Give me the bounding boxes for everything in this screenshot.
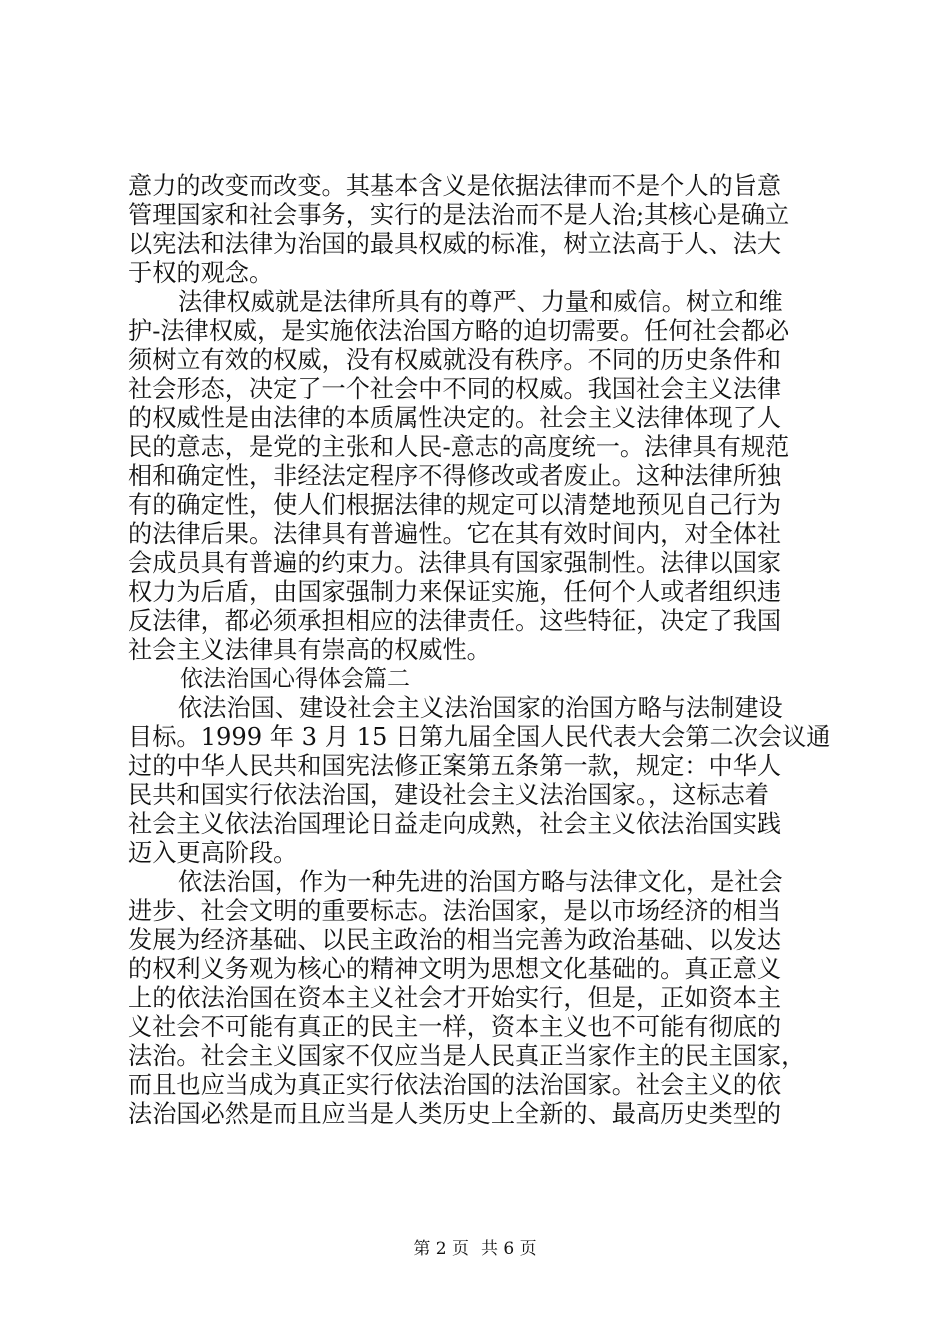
- text-line: 于权的观念。: [128, 259, 274, 287]
- text-line: 权力为后盾，由国家强制力来保证实施，任何个人或者组织违: [128, 578, 782, 606]
- text-line: 法治。社会主义国家不仅应当是人民真正当家作主的民主国家，: [128, 1042, 806, 1070]
- page-total: 共 6 页: [481, 1239, 537, 1259]
- text-line: 而且也应当成为真正实行依法治国的法治国家。社会主义的依: [128, 1071, 782, 1099]
- text-line: 发展为经济基础、以民主政治的相当完善为政治基础、以发达: [128, 926, 782, 954]
- page-footer: [0, 1238, 950, 1260]
- page-number: 第 2 页: [413, 1239, 469, 1259]
- text-line: 护-法律权威，是实施依法治国方略的迫切需要。任何社会都必: [128, 317, 790, 345]
- text-line: 的法律后果。法律具有普遍性。它在其有效时间内，对全体社: [128, 520, 782, 548]
- document-body: [128, 172, 833, 1129]
- paragraph-first-line: 依法治国，作为一种先进的治国方略与法律文化，是社会: [178, 868, 783, 896]
- text-line: 社会主义依法治国理论日益走向成熟，社会主义依法治国实践: [128, 810, 782, 838]
- text-line: 上的依法治国在资本主义社会才开始实行，但是，正如资本主: [128, 984, 782, 1012]
- section-heading: 依法治国心得体会篇二: [180, 666, 410, 692]
- text-line: 意力的改变而改变。其基本含义是依据法律而不是个人的旨意: [128, 172, 782, 200]
- text-line: 相和确定性，非经法定程序不得修改或者废止。这种法律所独: [128, 462, 782, 490]
- paragraph-first-line: 法律权威就是法律所具有的尊严、力量和威信。树立和维: [178, 288, 783, 316]
- text-line: 的权利义务观为核心的精神文明为思想文化基础的。真正意义: [128, 955, 782, 983]
- text-line: 法治国必然是而且应当是人类历史上全新的、最高历史类型的: [128, 1100, 782, 1128]
- text-line: 社会形态，决定了一个社会中不同的权威。我国社会主义法律: [128, 375, 782, 403]
- text-line: 义社会不可能有真正的民主一样，资本主义也不可能有彻底的: [128, 1013, 782, 1041]
- text-line: 民的意志，是党的主张和人民-意志的高度统一。法律具有规范: [128, 433, 790, 461]
- text-line: 反法律，都必须承担相应的法律责任。这些特征，决定了我国: [128, 607, 782, 635]
- text-line: 进步、社会文明的重要标志。法治国家，是以市场经济的相当: [128, 897, 782, 925]
- text-line: 管理国家和社会事务，实行的是法治而不是人治;其核心是确立: [128, 201, 790, 229]
- text-line: 民共和国实行依法治国，建设社会主义法治国家。，这标志着: [128, 781, 769, 809]
- text-line: 社会主义法律具有崇高的权威性。: [128, 636, 491, 664]
- text-line: 会成员具有普遍的约束力。法律具有国家强制性。法律以国家: [128, 549, 782, 577]
- text-line: 须树立有效的权威，没有权威就没有秩序。不同的历史条件和: [128, 346, 782, 374]
- text-line: 有的确定性，使人们根据法律的规定可以清楚地预见自己行为: [128, 491, 782, 519]
- text-line: 以宪法和法律为治国的最具权威的标准，树立法高于人、法大: [128, 230, 782, 258]
- text-line: 迈入更高阶段。: [128, 839, 298, 867]
- text-line: 的权威性是由法律的本质属性决定的。社会主义法律体现了人: [128, 404, 782, 432]
- text-line: 过的中华人民共和国宪法修正案第五条第一款，规定：中华人: [128, 752, 782, 780]
- paragraph-first-line: 依法治国、建设社会主义法治国家的治国方略与法制建设: [178, 694, 783, 722]
- text-line: 目标。1999 年 3 月 15 日第九届全国人民代表大会第二次会议通: [128, 723, 831, 751]
